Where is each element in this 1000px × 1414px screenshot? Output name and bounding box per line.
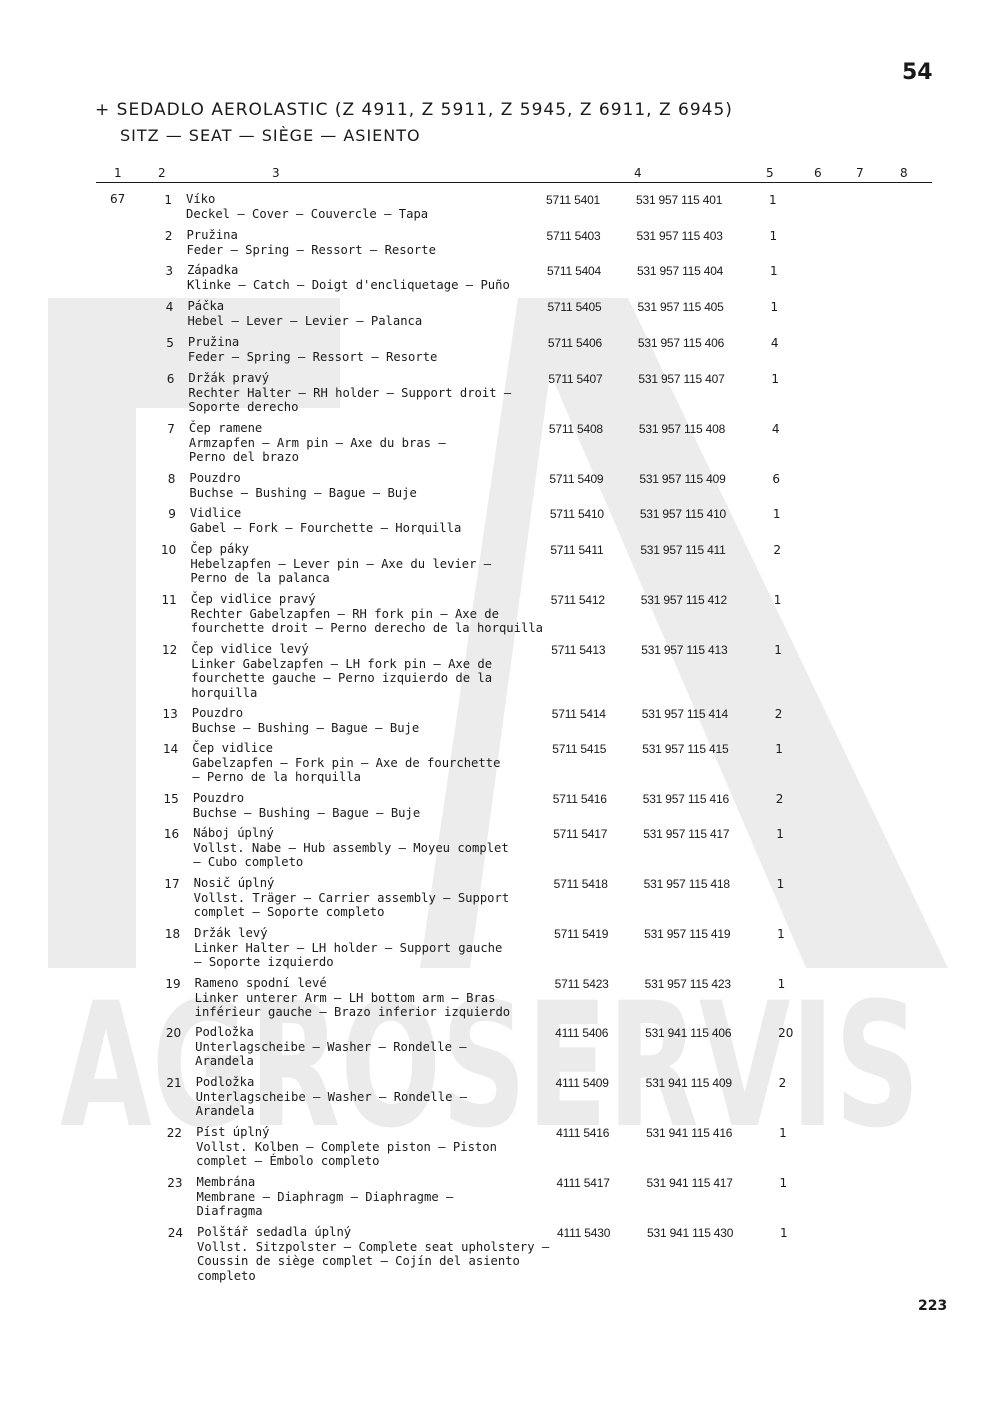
part-name-translation: — Cubo completo bbox=[193, 855, 304, 869]
part-description bbox=[193, 826, 553, 870]
part-code: 5711 5404 bbox=[546, 264, 601, 278]
catalog-number: 531 957 115 411 bbox=[640, 543, 726, 557]
catalog-number: 531 941 115 409 bbox=[645, 1076, 732, 1090]
position-number: 13 bbox=[162, 707, 178, 721]
part-name-cz: Držák levý bbox=[194, 926, 268, 940]
part-description bbox=[188, 371, 548, 415]
part-code: 4111 5406 bbox=[555, 1026, 609, 1040]
column-header-6: 6 bbox=[814, 166, 822, 180]
part-code: 5711 5405 bbox=[547, 300, 602, 314]
part-name-translation: Soporte derecho bbox=[188, 400, 299, 414]
catalog-number: 531 957 115 408 bbox=[638, 422, 726, 436]
position-number: 7 bbox=[167, 422, 175, 436]
position-number: 1 bbox=[164, 193, 172, 207]
position-number: 21 bbox=[166, 1076, 182, 1090]
part-code: 5711 5417 bbox=[553, 827, 608, 841]
catalog-number: 531 957 115 416 bbox=[642, 792, 729, 806]
catalog-number: 531 957 115 417 bbox=[643, 827, 730, 841]
quantity: 1 bbox=[779, 1126, 787, 1140]
part-code: 5711 5412 bbox=[550, 593, 605, 607]
part-name-translation: Buchse — Bushing — Bague — Buje bbox=[191, 720, 420, 735]
part-name-cz: Čep ramene bbox=[188, 421, 263, 435]
part-name-cz: Čep vidlice pravý bbox=[190, 592, 316, 606]
part-name-translation: Buchse — Bushing — Bague — Buje bbox=[192, 805, 421, 820]
position-number: 8 bbox=[167, 472, 176, 486]
part-name-cz: Víko bbox=[186, 192, 216, 206]
part-code: 4111 5409 bbox=[555, 1076, 609, 1090]
position-number: 5 bbox=[166, 336, 174, 350]
column-header-5: 5 bbox=[766, 166, 774, 180]
part-description bbox=[186, 228, 546, 257]
catalog-number: 531 957 115 403 bbox=[636, 229, 723, 243]
part-name-cz: Rameno spodní levé bbox=[194, 976, 327, 990]
part-name-translation: fourchette gauche — Perno izquierdo de la bbox=[191, 671, 493, 685]
page-subtitle: SITZ — SEAT — SIÈGE — ASIENTO bbox=[120, 126, 421, 145]
part-description bbox=[191, 592, 551, 636]
quantity: 6 bbox=[772, 472, 780, 486]
part-name-translation: complet — Soporte completo bbox=[193, 905, 385, 919]
part-description bbox=[190, 542, 550, 586]
part-name-cz: Nosič úplný bbox=[193, 876, 275, 890]
part-description bbox=[193, 791, 553, 820]
part-description bbox=[192, 706, 552, 735]
quantity: 1 bbox=[776, 827, 784, 841]
column-header-4: 4 bbox=[634, 166, 642, 180]
part-name-translation: Arandela bbox=[195, 1054, 254, 1068]
part-code: 5711 5406 bbox=[547, 336, 602, 350]
quantity: 1 bbox=[769, 229, 778, 243]
part-name-cz: Čep vidlice bbox=[192, 741, 273, 755]
header-divider bbox=[96, 182, 932, 183]
part-name-translation: Gabelzapfen — Fork pin — Axe de fourchette bbox=[192, 755, 501, 770]
position-number: 14 bbox=[162, 742, 179, 756]
part-name-cz: Podložka bbox=[195, 1025, 254, 1039]
quantity: 1 bbox=[775, 742, 783, 756]
part-name-translation: Unterlagscheibe — Washer — Rondelle — bbox=[195, 1089, 468, 1104]
part-description bbox=[197, 1225, 557, 1283]
quantity: 4 bbox=[771, 422, 780, 436]
part-name-translation: Rechter Gabelzapfen — RH fork pin — Axe de bbox=[190, 606, 499, 621]
part-name-translation: Rechter Halter — RH holder — Support droit — bbox=[188, 385, 512, 400]
part-code: 5711 5410 bbox=[549, 507, 604, 521]
column-header-3: 3 bbox=[272, 166, 280, 180]
part-name-translation: Buchse — Bushing — Bague — Buje bbox=[189, 485, 417, 500]
part-code: 4111 5430 bbox=[557, 1226, 611, 1240]
part-name-translation: inférieur gauche — Brazo inferior izquierdo bbox=[194, 1005, 511, 1019]
part-name-cz: Píst úplný bbox=[196, 1125, 270, 1139]
part-code: 5711 5416 bbox=[552, 792, 607, 806]
quantity: 1 bbox=[777, 977, 786, 991]
part-name-translation: Vollst. Kolben — Complete piston — Piston bbox=[196, 1139, 497, 1154]
catalog-number: 531 957 115 423 bbox=[644, 977, 731, 991]
position-number: 20 bbox=[165, 1026, 182, 1040]
catalog-number: 531 957 115 412 bbox=[640, 593, 727, 607]
part-description bbox=[191, 642, 551, 700]
part-name-translation: Hebel — Lever — Levier — Palanca bbox=[187, 313, 423, 328]
part-code: 5711 5414 bbox=[551, 707, 606, 721]
part-description bbox=[195, 1025, 555, 1069]
part-code: 4111 5416 bbox=[556, 1126, 610, 1140]
part-code: 5711 5408 bbox=[548, 422, 603, 436]
catalog-number: 531 957 115 418 bbox=[643, 877, 730, 891]
position-number: 12 bbox=[161, 643, 178, 657]
part-description bbox=[186, 192, 546, 221]
catalog-number: 531 957 115 401 bbox=[636, 193, 723, 207]
catalog-number: 531 941 115 416 bbox=[646, 1126, 733, 1140]
part-name-translation: Unterlagscheibe — Washer — Rondelle — bbox=[195, 1039, 467, 1054]
quantity: 4 bbox=[770, 336, 779, 350]
part-name-translation: Coussin de siège complet — Cojín del asiento bbox=[197, 1254, 520, 1268]
part-name-cz: Membrána bbox=[196, 1175, 256, 1189]
catalog-number: 531 957 115 406 bbox=[637, 336, 725, 350]
quantity: 2 bbox=[775, 792, 784, 806]
part-description bbox=[192, 741, 552, 785]
part-name-translation: complet — Émbolo completo bbox=[196, 1154, 380, 1168]
page-number: 54 bbox=[902, 60, 933, 85]
quantity: 1 bbox=[770, 300, 779, 314]
position-number: 16 bbox=[163, 827, 180, 841]
part-name-cz: Pouzdro bbox=[192, 791, 245, 805]
catalog-number: 531 957 115 407 bbox=[638, 372, 725, 386]
part-name-cz: Západka bbox=[186, 263, 239, 277]
part-description bbox=[189, 421, 549, 465]
catalog-number: 531 957 115 404 bbox=[636, 264, 724, 278]
quantity: 2 bbox=[773, 543, 781, 557]
position-number: 10 bbox=[161, 543, 177, 557]
part-code: 5711 5411 bbox=[550, 543, 604, 557]
catalog-number: 531 957 115 414 bbox=[641, 707, 728, 721]
part-description bbox=[196, 1125, 556, 1169]
page-title: + SEDADLO AEROLASTIC (Z 4911, Z 5911, Z 5945, Z 6911, Z 6945) bbox=[95, 100, 733, 120]
part-name-cz: Pružina bbox=[187, 335, 240, 349]
part-code: 5711 5403 bbox=[546, 229, 601, 243]
part-name-translation: completo bbox=[197, 1268, 256, 1283]
part-name-translation: fourchette droit — Perno derecho de la horquilla bbox=[190, 621, 543, 635]
part-description bbox=[194, 876, 554, 920]
part-name-translation: Perno de la palanca bbox=[190, 571, 330, 585]
position-number: 15 bbox=[163, 792, 179, 806]
part-code: 5711 5413 bbox=[551, 643, 606, 657]
part-description bbox=[194, 926, 554, 970]
part-code: 5711 5401 bbox=[546, 193, 601, 207]
position-number: 17 bbox=[164, 877, 180, 891]
quantity: 2 bbox=[774, 707, 783, 721]
part-name-translation: Armzapfen — Arm pin — Axe du bras — bbox=[188, 435, 446, 450]
watermark-text: AGROSERVIS bbox=[60, 965, 920, 1166]
quantity: 1 bbox=[777, 927, 785, 941]
watermark-logo-stem bbox=[48, 408, 136, 968]
catalog-number: 531 957 115 409 bbox=[639, 472, 726, 486]
part-name-translation: Membrane — Diaphragm — Diaphragme — bbox=[196, 1189, 454, 1204]
position-number: 22 bbox=[166, 1126, 183, 1140]
part-code: 5711 5418 bbox=[553, 877, 608, 891]
position-number: 23 bbox=[167, 1176, 183, 1190]
position-number: 11 bbox=[161, 593, 177, 607]
part-name-translation: Linker Halter — LH holder — Support gauche bbox=[194, 940, 503, 955]
position-number: 4 bbox=[165, 300, 174, 314]
footer-page-number: 223 bbox=[918, 1298, 948, 1314]
catalog-number: 531 957 115 419 bbox=[644, 927, 731, 941]
part-name-translation: Feder — Spring — Ressort — Resorte bbox=[186, 242, 436, 257]
part-name-translation: Feder — Spring — Ressort — Resorte bbox=[187, 349, 438, 364]
quantity: 1 bbox=[773, 593, 782, 607]
quantity: 20 bbox=[778, 1026, 794, 1040]
part-name-cz: Polštář sedadla úplný bbox=[197, 1225, 352, 1239]
part-description bbox=[187, 263, 547, 292]
position-number: 18 bbox=[164, 927, 181, 941]
part-name-cz: Pružina bbox=[186, 228, 238, 242]
part-name-cz: Čep páky bbox=[190, 542, 250, 556]
quantity: 1 bbox=[771, 372, 780, 386]
part-description bbox=[187, 299, 547, 328]
part-name-cz: Páčka bbox=[187, 299, 225, 313]
catalog-number: 531 957 115 415 bbox=[642, 742, 729, 756]
catalog-number: 531 941 115 430 bbox=[647, 1226, 734, 1240]
part-name-translation: horquilla bbox=[191, 685, 258, 700]
quantity: 2 bbox=[778, 1076, 787, 1090]
quantity: 1 bbox=[779, 1176, 788, 1190]
part-name-translation: Vollst. Nabe — Hub assembly — Moyeu complet bbox=[193, 840, 509, 855]
part-name-translation: Linker Gabelzapfen — LH fork pin — Axe de bbox=[191, 656, 493, 671]
part-description bbox=[190, 506, 550, 535]
column-header-1: 1 bbox=[114, 166, 122, 180]
part-description bbox=[189, 471, 549, 500]
quantity: 1 bbox=[776, 877, 785, 891]
part-description bbox=[197, 1175, 557, 1219]
position-number: 6 bbox=[166, 372, 175, 386]
part-name-cz: Pouzdro bbox=[189, 471, 241, 485]
part-name-translation: Vollst. Träger — Carrier assembly — Support bbox=[193, 890, 510, 905]
part-name-translation: Diafragma bbox=[196, 1204, 263, 1218]
quantity: 1 bbox=[780, 1226, 788, 1240]
position-number: 24 bbox=[167, 1226, 184, 1240]
part-name-translation: Gabel — Fork — Fourchette — Horquilla bbox=[189, 520, 462, 535]
part-name-cz: Držák pravý bbox=[188, 371, 270, 385]
column-header-7: 7 bbox=[856, 166, 864, 180]
group-number: 67 bbox=[110, 192, 126, 206]
part-code: 5711 5409 bbox=[549, 472, 604, 486]
part-code: 5711 5407 bbox=[548, 372, 603, 386]
catalog-number: 531 957 115 405 bbox=[637, 300, 724, 314]
position-number: 2 bbox=[164, 229, 173, 243]
quantity: 1 bbox=[772, 507, 781, 521]
position-number: 19 bbox=[165, 977, 181, 991]
part-name-cz: Čep vidlice levý bbox=[191, 642, 309, 656]
column-header-8: 8 bbox=[900, 166, 908, 180]
part-name-translation: Perno del brazo bbox=[188, 450, 299, 464]
catalog-number: 531 941 115 406 bbox=[645, 1026, 732, 1040]
catalog-number: 531 957 115 413 bbox=[641, 643, 728, 657]
part-name-translation: Vollst. Sitzpolster — Complete seat upholstery — bbox=[197, 1239, 550, 1254]
part-name-translation: Arandela bbox=[195, 1104, 255, 1118]
part-description bbox=[188, 335, 548, 364]
quantity: 1 bbox=[769, 193, 777, 207]
part-name-translation: Deckel — Cover — Couvercle — Tapa bbox=[186, 206, 429, 221]
quantity: 1 bbox=[774, 643, 782, 657]
part-name-translation: Linker unterer Arm — LH bottom arm — Bras bbox=[194, 990, 496, 1005]
part-name-translation: Hebelzapfen — Lever pin — Axe du levier — bbox=[190, 556, 492, 571]
column-header-2: 2 bbox=[158, 166, 166, 180]
part-name-translation: — Perno de la horquilla bbox=[192, 770, 361, 784]
part-code: 5711 5423 bbox=[554, 977, 609, 991]
part-name-translation: Klinke — Catch — Doigt d'encliquetage — Puño bbox=[186, 277, 510, 292]
part-name-cz: Náboj úplný bbox=[193, 826, 274, 840]
part-name-cz: Podložka bbox=[195, 1075, 255, 1089]
position-number: 9 bbox=[168, 507, 176, 521]
part-name-cz: Vidlice bbox=[189, 506, 242, 520]
part-name-translation: — Soporte izquierdo bbox=[194, 955, 334, 969]
catalog-number: 531 941 115 417 bbox=[646, 1176, 733, 1190]
position-number: 3 bbox=[165, 264, 173, 278]
watermark-logo-diagonal bbox=[518, 298, 948, 968]
part-description bbox=[196, 1075, 556, 1119]
part-code: 5711 5419 bbox=[554, 927, 609, 941]
quantity: 1 bbox=[769, 264, 778, 278]
part-code: 5711 5415 bbox=[552, 742, 607, 756]
part-name-cz: Pouzdro bbox=[191, 706, 244, 720]
part-description bbox=[195, 976, 555, 1020]
part-code: 4111 5417 bbox=[556, 1176, 610, 1190]
catalog-number: 531 957 115 410 bbox=[639, 507, 727, 521]
